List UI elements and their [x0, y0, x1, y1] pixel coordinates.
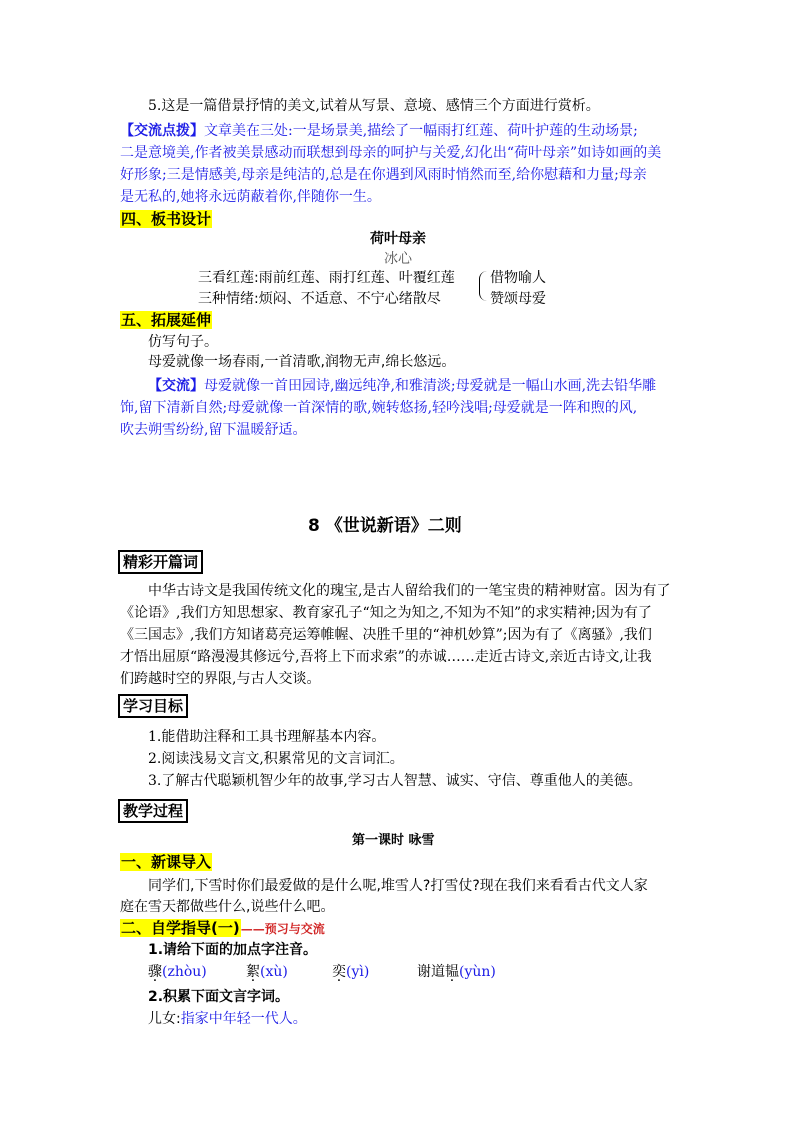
dotted-char: 骤	[148, 964, 162, 980]
task-1: 1.请给下面的加点字注音。	[148, 942, 318, 958]
section-5-answer-text-1: 母爱就像一首田园诗,幽远纯净,和雅清淡;母爱就是一幅山水画,洗去铅华雕	[204, 378, 657, 394]
opening-label: 精彩开篇词	[118, 550, 203, 574]
q5-answer-line-4: 是无私的,她将永远荫蔽着你,伴随你一生。	[120, 189, 381, 205]
board-row-2: 三种情绪:烦闷、不适意、不宁心绪散尽	[198, 291, 441, 307]
lesson-title: 8 《世说新语》二则	[308, 516, 462, 536]
goals-label: 学习目标	[118, 694, 188, 718]
q5-answer-line-3: 好形象;三是情感美,母亲是纯洁的,总是在你遇到风雨时悄然而至,给你慰藉和力量;母亲	[120, 167, 647, 183]
pinyin-item	[148, 962, 246, 982]
process-label: 教学过程	[118, 799, 188, 823]
pinyin-reading: (yì)	[346, 964, 370, 980]
opening-line-2: 《论语》,我们方知思想家、教育家孔子“知之为知之,不知为不知”的求实精神;因为有了	[120, 605, 652, 621]
word-meaning: 指家中年轻一代人。	[180, 1011, 307, 1027]
brace-symbol	[479, 271, 490, 301]
board-right-2: 赞颂母爱	[490, 291, 546, 307]
pinyin-item	[332, 962, 417, 982]
dotted-char: 絮	[246, 964, 260, 980]
task-2: 2.积累下面文言字词。	[148, 989, 290, 1005]
guide-heading-suffix: ——预习与交流	[240, 922, 325, 936]
goal-3: 3.了解古代聪颖机智少年的故事,学习古人智慧、诚实、守信、尊重他人的美德。	[148, 773, 642, 789]
pinyin-reading: (zhòu)	[162, 964, 207, 980]
dotted-char: 韫	[445, 964, 459, 980]
opening-line-1: 中华古诗文是我国传统文化的瑰宝,是古人留给我们的一笔宝贵的精神财富。因为有了	[148, 583, 671, 599]
q5-answer-line-1	[120, 121, 638, 141]
period-title: 第一课时 咏雪	[352, 833, 435, 848]
board-row-1: 三看红莲:雨前红莲、雨打红莲、叶覆红莲	[198, 270, 455, 286]
section-5-heading-text: 五、拓展延伸	[121, 311, 212, 329]
guide-heading	[120, 918, 325, 939]
word-entry	[148, 1009, 307, 1029]
pinyin-reading: (yùn)	[459, 964, 496, 980]
section-5-sentence: 母爱就像一场春雨,一首清歌,润物无声,绵长悠远。	[148, 354, 456, 370]
section-4-heading-text: 四、板书设计	[121, 210, 212, 228]
word-label: 儿女:	[148, 1011, 181, 1027]
section-5-answer-line-3: 吹去朔雪纷纷,留下温暖舒适。	[120, 422, 307, 438]
guide-heading-text: 二、自学指导(一)	[121, 919, 240, 937]
goal-2: 2.阅读浅易文言文,积累常见的文言词汇。	[148, 751, 404, 767]
q5-answer-line-2: 二是意境美,作者被美景感动而联想到母亲的呵护与关爱,幻化出“荷叶母亲”如诗如画的美	[120, 145, 662, 161]
q5-answer-text-1: 文章美在三处:一是场景美,描绘了一幅雨打红莲、荷叶护莲的生动场景;	[204, 123, 638, 139]
section-5-answer-line-1	[148, 376, 656, 396]
goal-1: 1.能借助注释和工具书理解基本内容。	[148, 729, 386, 745]
section-5-answer-tag: 【交流】	[148, 378, 204, 394]
pinyin-reading: (xù)	[260, 964, 288, 980]
dotted-char: 奕	[332, 964, 346, 980]
opening-line-5: 们跨越时空的界限,与古人交谈。	[120, 671, 321, 687]
board-author: 冰心	[384, 251, 412, 267]
section-5-task: 仿写句子。	[148, 334, 218, 350]
intro-line-1: 同学们,下雪时你们最爱做的是什么呢,堆雪人?打雪仗?现在我们来看看古代文人家	[148, 878, 648, 894]
board-right-1: 借物喻人	[490, 270, 546, 286]
intro-heading	[120, 852, 212, 873]
section-4-heading	[120, 209, 212, 230]
board-title: 荷叶母亲	[370, 231, 426, 247]
pinyin-item	[417, 964, 496, 980]
intro-heading-text: 一、新课导入	[121, 853, 212, 871]
opening-line-3: 《三国志》,我们方知诸葛亮运筹帷幄、决胜千里的“神机妙算”;因为有了《离骚》,我们	[120, 627, 652, 643]
intro-line-2: 庭在雪天都做些什么,说些什么吧。	[120, 899, 335, 915]
opening-line-4: 才悟出屈原“路漫漫其修远兮,吾将上下而求索”的赤诚……走近古诗文,亲近古诗文,让我	[120, 649, 652, 665]
q5-answer-tag: 【交流点拨】	[120, 123, 204, 139]
section-5-answer-line-2: 饰,留下清新自然;母爱就像一首深情的歌,婉转悠扬,轻吟浅唱;母爱就是一阵和煦的风,	[120, 400, 638, 416]
section-5-heading	[120, 310, 212, 331]
pinyin-row	[148, 962, 496, 982]
question-5: 5.这是一篇借景抒情的美文,试着从写景、意境、感情三个方面进行赏析。	[148, 98, 600, 114]
plain-chars: 谢道	[417, 964, 445, 980]
pinyin-item	[246, 962, 332, 982]
